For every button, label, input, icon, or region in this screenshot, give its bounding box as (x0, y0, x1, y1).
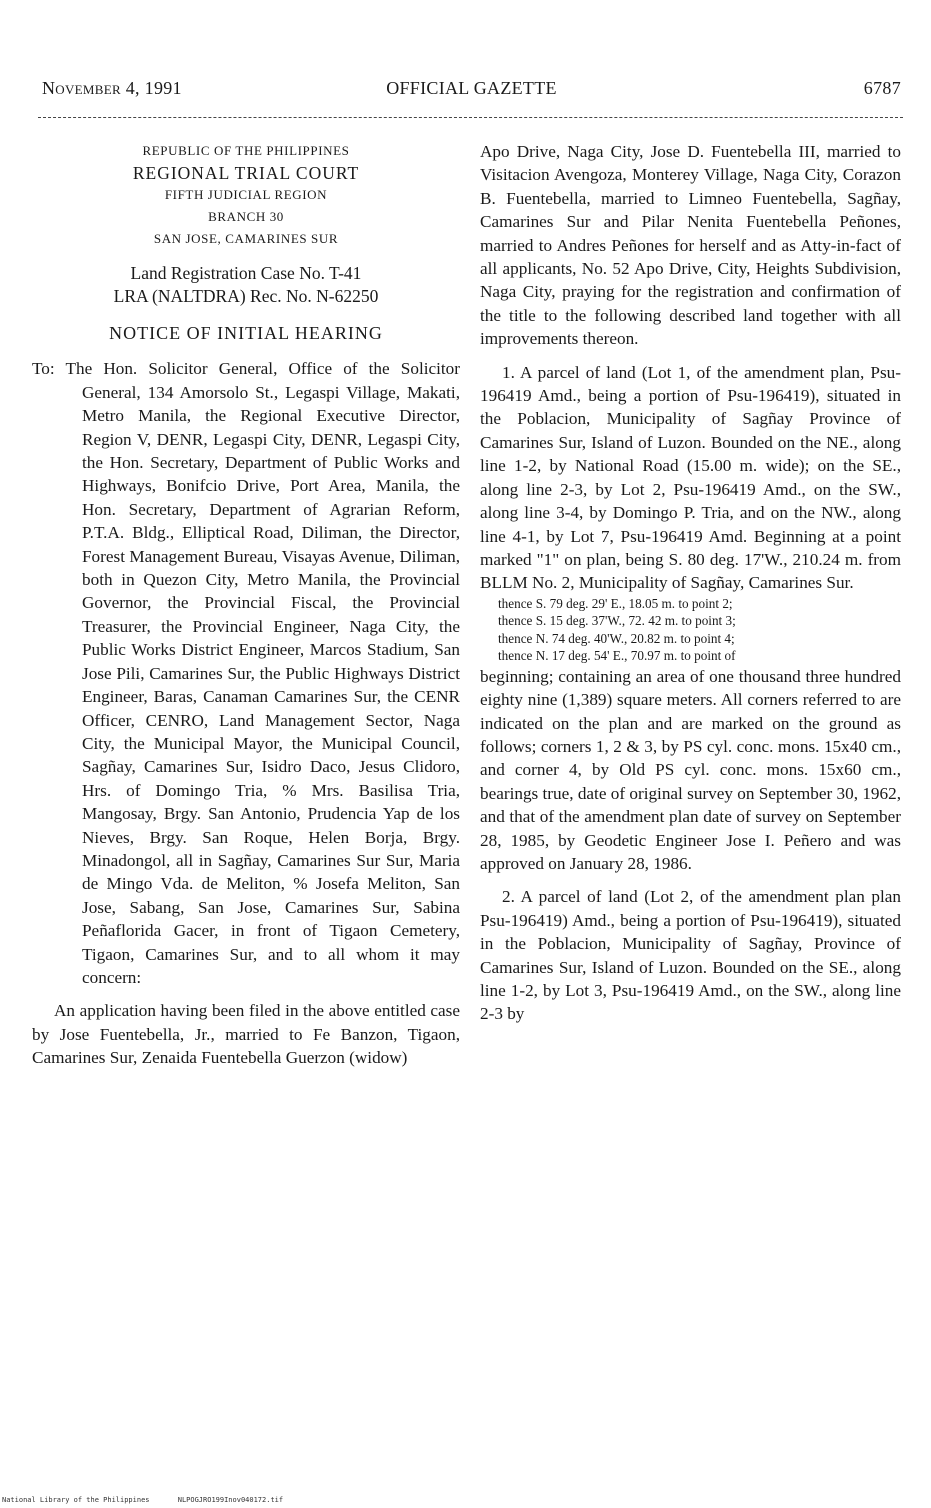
lot1-bearing-2: thence S. 15 deg. 37'W., 72. 42 m. to point 3; (498, 613, 736, 629)
scan-footer (2, 1496, 307, 1504)
case-numbers (32, 262, 460, 308)
court-caption (32, 140, 460, 250)
region-line: FIFTH JUDICIAL REGION (164, 187, 328, 202)
lot1-bearing-4: thence N. 17 deg. 54' E., 70.97 m. to point of (498, 648, 736, 664)
scan-filename: NLPOGJRO199Inov040172.tif (177, 1496, 284, 1504)
left-column (32, 140, 460, 1070)
issue-date: November 4, 1991 (42, 78, 182, 98)
case-no: Land Registration Case No. T-41 (130, 263, 362, 283)
page-header (42, 78, 901, 102)
lot2-description: 2. A parcel of land (Lot 2, of the amendment plan plan Psu-196419) Amd., being a portion of Psu-196419), situated in the Poblacion, Municipality of Sagñay, Province of Camarines Sur, Island of Luzon. Bounded on the SE., along line 1-2, by Lot 3, Psu-196419 Amd., on the SW., along line 2-3 by (480, 887, 901, 1024)
addressees-paragraph: To: The Hon. Solicitor General, Office of the Solicitor General, 134 Amorsolo St., Legaspi Village, Makati, Metro Manila, the Regional Executive Director, Region V, DENR, Legaspi City, DENR, Legaspi City, the Hon. Secretary, Department of Public Works and Highways, Bonifcio Drive, Port Area, Manila, the Hon. Secretary, Department of Agrarian Reform, P.T.A. Bldg., Elliptical Road, Diliman, the Director, Forest Management Bureau, Visayas Avenue, Diliman, both in Quezon City, Metro Manila, the Provincial Governor, the Provincial Fiscal, the Provincial Treasurer, the Provincial Engineer, Naga City, the Public Works District Engineer, Marcos Stadium, San Jose Pili, Camarines Sur, the Public Highways District Engineer, Baras, Canaman Camarines Sur, the CENR Officer, CENRO, Land Management Sector, Naga City, the Municipal Mayor, the Municipal Council, Sagñay, Camarines Sur, Isidro Daco, Jesus Clidoro, Hrs. of Domingo Tria, % Mrs. Basilisa Tria, Mangosay, Brgy. San Antonio, Prudencia Yap de los Nieves, Brgy. San Roque, Helen Borja, Brgy. Minadongol, all in Sagñay, Camarines Sur Sur, Maria de Mingo Vda. de Meliton, % Josefa Meliton, San Jose, Sabang, San Jose, Camarines Sur, Sabina Peñaflorida Gacer, in front of Tigaon Cemetery, Tigaon, Camarines Sur, and to all whom it may concern: (32, 359, 460, 987)
header-rule (38, 117, 903, 118)
application-paragraph-start: An application having been filed in the above entitled case by Jose Fuentebella, Jr., married to Fe Banzon, Tigaon, Camarines Sur, Zenaida Fuentebella Guerzon (widow) (32, 1001, 460, 1068)
lot1-bearing-3: thence N. 74 deg. 40'W., 20.82 m. to point 4; (498, 630, 735, 646)
right-column (480, 140, 901, 1026)
location-line: SAN JOSE, CAMARINES SUR (153, 231, 339, 246)
court-line: REGIONAL TRIAL COURT (132, 163, 360, 183)
notice-title: NOTICE OF INITIAL HEARING (109, 323, 383, 343)
lra-record-no: LRA (NALTDRA) Rec. No. N-62250 (113, 286, 379, 306)
page-number: 6787 (863, 78, 901, 98)
publication-title: OFFICIAL GAZETTE (386, 78, 557, 98)
application-paragraph-end: Apo Drive, Naga City, Jose D. Fuentebella III, married to Visitacion Avengoza, Monterey Village, Naga City, Corazon B. Fuentebella, married to Limneo Fuentebella, Sagñay, Camarines Sur and Pilar Nenita Fuentebella Peñones, married to Andres Peñones for herself and as Atty-in-fact of all applicants, No. 52 Apo Drive, City, Heights Subdivision, Naga City, praying for the registration and confirmation of the title to the following described land together with all improvements thereon. (480, 142, 901, 349)
lot1-description: 1. A parcel of land (Lot 1, of the amendment plan, Psu-196419 Amd., being a portion of Psu-196419), situated in the Poblacion, Municipality of Sagñay Province of Camarines Sur, Island of Luzon. Bounded on the NE., along line 1-2, by National Road (15.00 m. wide); on the SE., along line 2-3, by Lot 2, Psu-196419 Amd., on the SW., along line 3-4, by Domingo P. Tria, and on the NW., along line 4-1, by Lot 7, Psu-196419 Amd. Beginning at a point marked "1" on plan, being S. 80 deg. 17'W., 210.24 m. from BLLM No. 2, Municipality of Sagñay, Camarines Sur. (480, 362, 901, 593)
library-credit: National Library of the Philippines (2, 1496, 150, 1504)
branch-line: BRANCH 30 (208, 209, 284, 224)
lot1-bearing-1: thence S. 79 deg. 29' E., 18.05 m. to point 2; (498, 595, 733, 611)
republic-line: REPUBLIC OF THE PHILIPPINES (142, 143, 350, 158)
lot1-area-and-survey: beginning; containing an area of one thousand three hundred eighty nine (1,389) square meters. All corners referred to are indicated on the plan and are marked on the ground as follows; corners 1, 2 & 3, by PS cyl. conc. mons. 15x40 cm., and corner 4, by Old PS cyl. conc. mons. 15x60 cm., bearings true, date of original survey on September 30, 1962, and that of the amendment plan date of survey on September 28, 1985, by Geodetic Engineer Jose I. Peñero and was approved on January 28, 1986. (480, 666, 901, 873)
